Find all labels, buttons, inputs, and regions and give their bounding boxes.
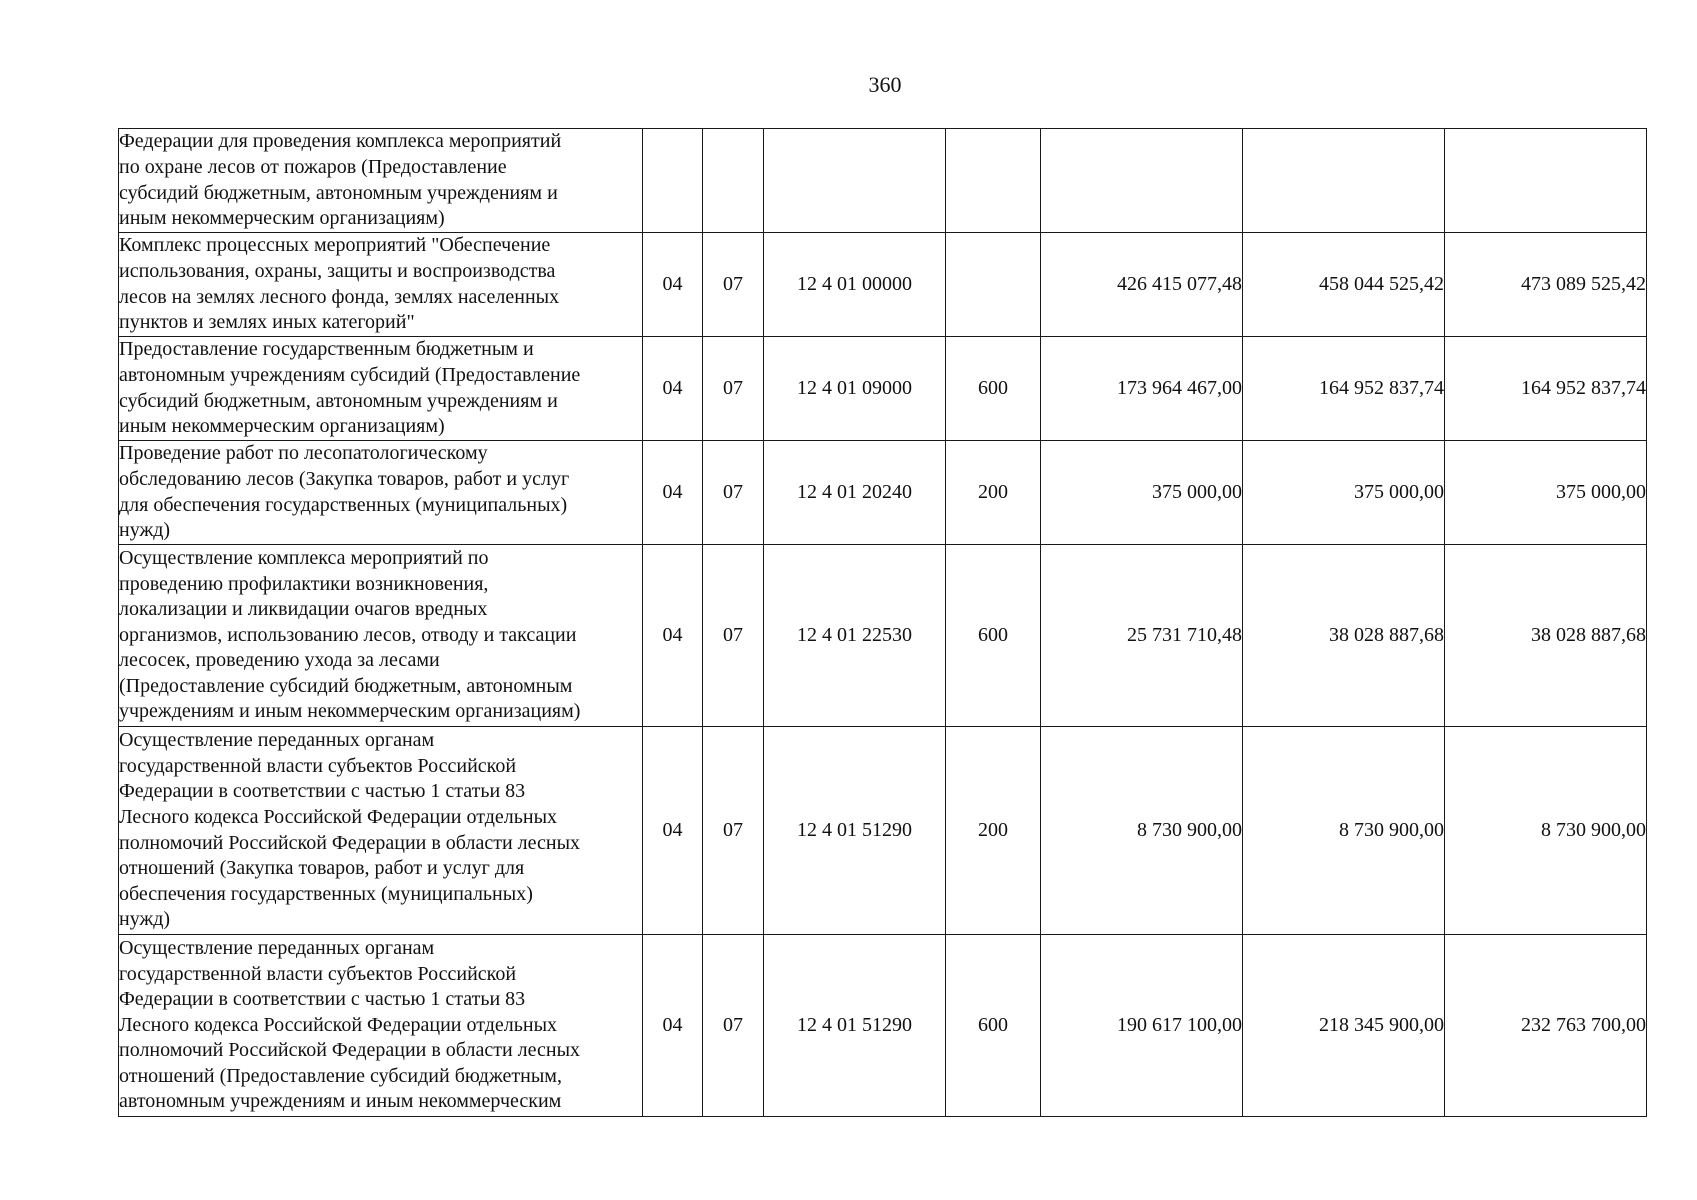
amount-year-2: 375 000,00 xyxy=(1243,441,1445,545)
amount-year-1: 375 000,00 xyxy=(1041,441,1243,545)
row-description: Проведение работ по лесопатологическому обследованию лесов (Закупка товаров, работ и услуг для обеспечения государственных (муниципальных) нужд) xyxy=(119,441,643,545)
amount-year-3: 473 089 525,42 xyxy=(1445,233,1647,337)
target-article-code xyxy=(764,129,946,233)
amount-year-2: 218 345 900,00 xyxy=(1243,935,1445,1117)
amount-year-1: 426 415 077,48 xyxy=(1041,233,1243,337)
page-number: 360 xyxy=(868,72,902,97)
section-code: 04 xyxy=(643,727,703,935)
target-article-code: 12 4 01 09000 xyxy=(764,337,946,441)
amount-year-2 xyxy=(1243,129,1445,233)
subsection-code: 07 xyxy=(703,441,764,545)
table-row xyxy=(119,337,1647,441)
section-code: 04 xyxy=(643,545,703,727)
expense-type-code xyxy=(946,129,1041,233)
amount-year-2: 164 952 837,74 xyxy=(1243,337,1445,441)
row-description: Предоставление государственным бюджетным и автономным учреждениям субсидий (Предоставление субсидий бюджетным, автономным учреждениям и иным некоммерческим организациям) xyxy=(119,337,643,441)
expense-type-code: 200 xyxy=(946,441,1041,545)
expense-type-code xyxy=(946,233,1041,337)
expense-type-code: 200 xyxy=(946,727,1041,935)
subsection-code: 07 xyxy=(703,935,764,1117)
target-article-code: 12 4 01 51290 xyxy=(764,727,946,935)
table-row xyxy=(119,545,1647,727)
target-article-code: 12 4 01 51290 xyxy=(764,935,946,1117)
amount-year-3: 8 730 900,00 xyxy=(1445,727,1647,935)
table-row xyxy=(119,727,1647,935)
target-article-code: 12 4 01 00000 xyxy=(764,233,946,337)
amount-year-1: 190 617 100,00 xyxy=(1041,935,1243,1117)
target-article-code: 12 4 01 22530 xyxy=(764,545,946,727)
table-row xyxy=(119,129,1647,233)
section-code: 04 xyxy=(643,337,703,441)
amount-year-3: 375 000,00 xyxy=(1445,441,1647,545)
amount-year-3: 164 952 837,74 xyxy=(1445,337,1647,441)
amount-year-3: 38 028 887,68 xyxy=(1445,545,1647,727)
subsection-code: 07 xyxy=(703,727,764,935)
amount-year-2: 458 044 525,42 xyxy=(1243,233,1445,337)
row-description: Комплекс процессных мероприятий "Обеспечение использования, охраны, защиты и воспроизводства лесов на землях лесного фонда, землях населенных пунктов и землях иных категорий" xyxy=(119,233,643,337)
amount-year-1: 25 731 710,48 xyxy=(1041,545,1243,727)
amount-year-1: 8 730 900,00 xyxy=(1041,727,1243,935)
subsection-code xyxy=(703,129,764,233)
row-description: Осуществление переданных органам государственной власти субъектов Российской Федерации в соответствии с частью 1 статьи 83 Лесного кодекса Российской Федерации отдельных полномочий Российской Федерации в области лесных отношений (Закупка товаров, работ и услуг для обеспечения государственных (муниципальных) нужд) xyxy=(119,727,643,935)
section-code: 04 xyxy=(643,441,703,545)
row-description: Осуществление переданных органам государственной власти субъектов Российской Федерации в соответствии с частью 1 статьи 83 Лесного кодекса Российской Федерации отдельных полномочий Российской Федерации в области лесных отношений (Предоставление субсидий бюджетным, автономным учреждениям и иным некоммерческим xyxy=(119,935,643,1117)
amount-year-2: 8 730 900,00 xyxy=(1243,727,1445,935)
subsection-code: 07 xyxy=(703,337,764,441)
table-row xyxy=(119,441,1647,545)
expense-type-code: 600 xyxy=(946,545,1041,727)
subsection-code: 07 xyxy=(703,545,764,727)
expense-type-code: 600 xyxy=(946,337,1041,441)
amount-year-3 xyxy=(1445,129,1647,233)
target-article-code: 12 4 01 20240 xyxy=(764,441,946,545)
table-row xyxy=(119,935,1647,1117)
section-code: 04 xyxy=(643,935,703,1117)
amount-year-3: 232 763 700,00 xyxy=(1445,935,1647,1117)
section-code: 04 xyxy=(643,233,703,337)
row-description: Осуществление комплекса мероприятий по проведению профилактики возникновения, локализации и ликвидации очагов вредных организмов, использованию лесов, отводу и таксации лесосек, проведению ухода за лесами (Предоставление субсидий бюджетным, автономным учреждениям и иным некоммерческим организациям) xyxy=(119,545,643,727)
table-row xyxy=(119,233,1647,337)
amount-year-1 xyxy=(1041,129,1243,233)
amount-year-2: 38 028 887,68 xyxy=(1243,545,1445,727)
section-code xyxy=(643,129,703,233)
expense-type-code: 600 xyxy=(946,935,1041,1117)
row-description: Федерации для проведения комплекса мероприятий по охране лесов от пожаров (Предоставление субсидий бюджетным, автономным учреждениям и иным некоммерческим организациям) xyxy=(119,129,643,233)
subsection-code: 07 xyxy=(703,233,764,337)
amount-year-1: 173 964 467,00 xyxy=(1041,337,1243,441)
budget-table xyxy=(118,128,1647,1117)
